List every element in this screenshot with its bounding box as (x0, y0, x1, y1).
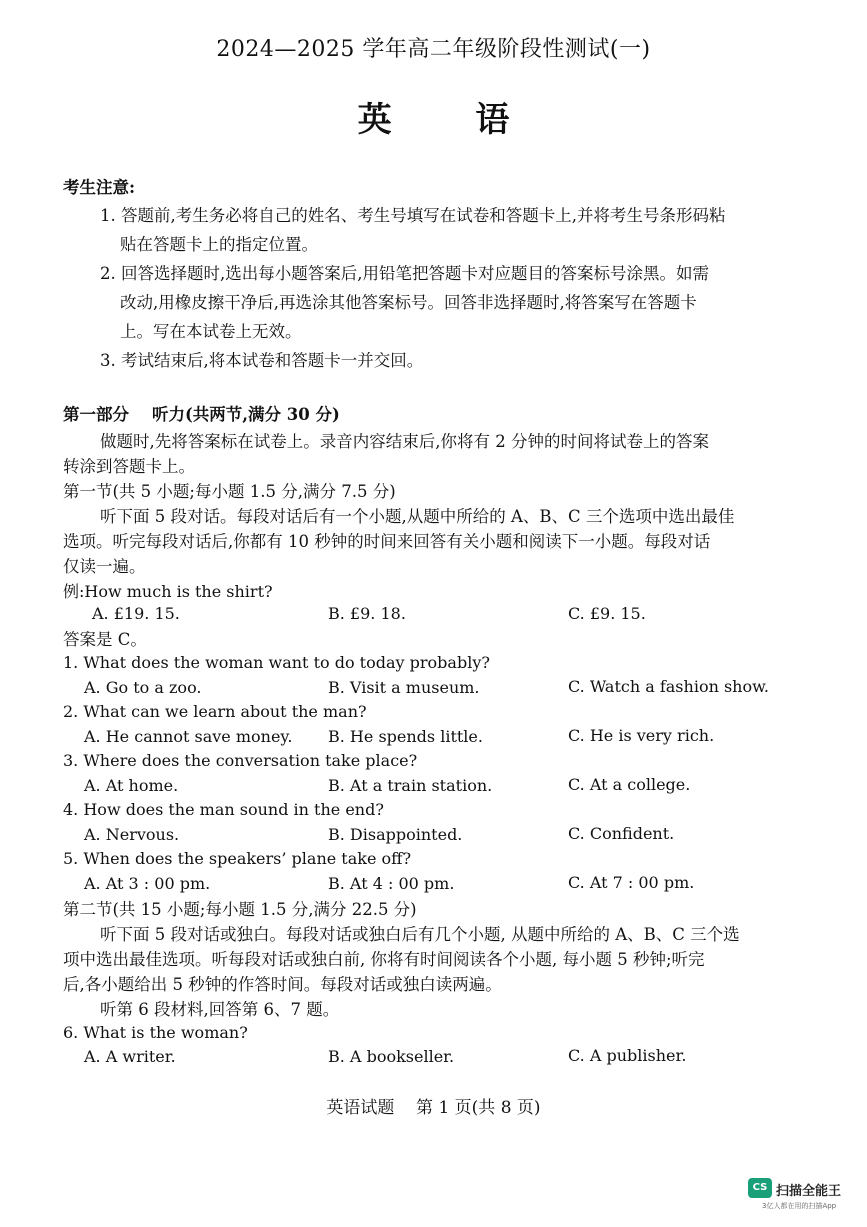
question-5-option-c: C. At 7 : 00 pm. (568, 873, 695, 892)
section1-instructions-cont2: 仅读一遍。 (63, 557, 146, 576)
question-3-option-a: A. At home. (84, 776, 179, 795)
question-3-option-b: B. At a train station. (328, 776, 493, 795)
question-1-option-b: B. Visit a museum. (328, 678, 480, 697)
notice-item-2-cont: 改动,用橡皮擦干净后,再选涂其他答案标号。回答非选择题时,将答案写在答题卡 (120, 293, 697, 312)
section2-instructions-cont: 项中选出最佳选项。听每段对话或独白前, 你将有时间阅读各个小题, 每小题 5 秒钟;听完 (63, 950, 705, 969)
question-2-option-b: B. He spends little. (328, 727, 483, 746)
question-5-option-a: A. At 3 : 00 pm. (84, 874, 211, 893)
section2-heading: 第二节(共 15 小题;每小题 1.5 分,满分 22.5 分) (63, 900, 417, 919)
section2-instructions: 听下面 5 段对话或独白。每段对话或独白后有几个小题, 从题中所给的 A、B、C 三个选 (100, 925, 740, 944)
subject-title: 英 语 (357, 100, 546, 140)
part1-intro-cont: 转涂到答题卡上。 (63, 457, 195, 476)
question-1: 1. What does the woman want to do today probably? (63, 653, 490, 672)
question-3-option-c: C. At a college. (568, 775, 691, 794)
question-1-option-a: A. Go to a zoo. (84, 678, 202, 697)
question-4-option-b: B. Disappointed. (328, 825, 463, 844)
material-6-note: 听第 6 段材料,回答第 6、7 题。 (100, 1000, 340, 1019)
watermark-tagline: 3亿人都在用的扫描App (762, 1202, 837, 1210)
question-4-option-c: C. Confident. (568, 824, 675, 843)
question-6-option-a: A. A writer. (84, 1047, 176, 1066)
question-2-option-a: A. He cannot save money. (84, 727, 293, 746)
question-6-option-c: C. A publisher. (568, 1046, 687, 1065)
question-1-option-c: C. Watch a fashion show. (568, 677, 769, 696)
watermark-app-name: 扫描全能王 (776, 1184, 842, 1199)
question-2: 2. What can we learn about the man? (63, 702, 367, 721)
section1-instructions: 听下面 5 段对话。每段对话后有一个小题,从题中所给的 A、B、C 三个选项中选出最佳 (100, 507, 735, 526)
example-option-b: B. £9. 18. (328, 604, 406, 623)
part1-heading: 第一部分 听力(共两节,满分 30 分) (63, 405, 340, 424)
question-6-option-b: B. A bookseller. (328, 1047, 455, 1066)
section1-instructions-cont: 选项。听完每段对话后,你都有 10 秒钟的时间来回答有关小题和阅读下一小题。每段对话 (63, 532, 711, 551)
camscanner-logo-icon: CS (748, 1178, 772, 1198)
section2-instructions-cont2: 后,各小题给出 5 秒钟的作答时间。每段对话或独白读两遍。 (63, 975, 502, 994)
notice-item-1: 1. 答题前,考生务必将自己的姓名、考生号填写在试卷和答题卡上,并将考生号条形码粘 (100, 206, 726, 225)
question-4-option-a: A. Nervous. (84, 825, 180, 844)
question-3: 3. Where does the conversation take place? (63, 751, 418, 770)
example-option-c: C. £9. 15. (568, 604, 646, 623)
question-4: 4. How does the man sound in the end? (63, 800, 384, 819)
exam-title: 2024—2025 学年高二年级阶段性测试(一) (216, 37, 651, 62)
notice-item-2: 2. 回答选择题时,选出每小题答案后,用铅笔把答题卡对应题目的答案标号涂黑。如需 (100, 264, 709, 283)
example-option-a: A. £19. 15. (92, 604, 180, 623)
question-5: 5. When does the speakers’ plane take off? (63, 849, 412, 868)
notice-heading: 考生注意: (63, 178, 136, 197)
question-5-option-b: B. At 4 : 00 pm. (328, 874, 455, 893)
notice-item-2-cont2: 上。写在本试卷上无效。 (120, 322, 302, 341)
question-2-option-c: C. He is very rich. (568, 726, 715, 745)
question-6: 6. What is the woman? (63, 1023, 248, 1042)
notice-item-1-cont: 贴在答题卡上的指定位置。 (120, 235, 318, 254)
example-question: 例:How much is the shirt? (63, 582, 273, 601)
page-footer: 英语试题 第 1 页(共 8 页) (326, 1098, 541, 1118)
example-answer: 答案是 C。 (63, 630, 147, 649)
notice-item-3: 3. 考试结束后,将本试卷和答题卡一并交回。 (100, 351, 424, 370)
part1-intro: 做题时,先将答案标在试卷上。录音内容结束后,你将有 2 分钟的时间将试卷上的答案 (100, 432, 709, 451)
section1-heading: 第一节(共 5 小题;每小题 1.5 分,满分 7.5 分) (63, 482, 396, 501)
